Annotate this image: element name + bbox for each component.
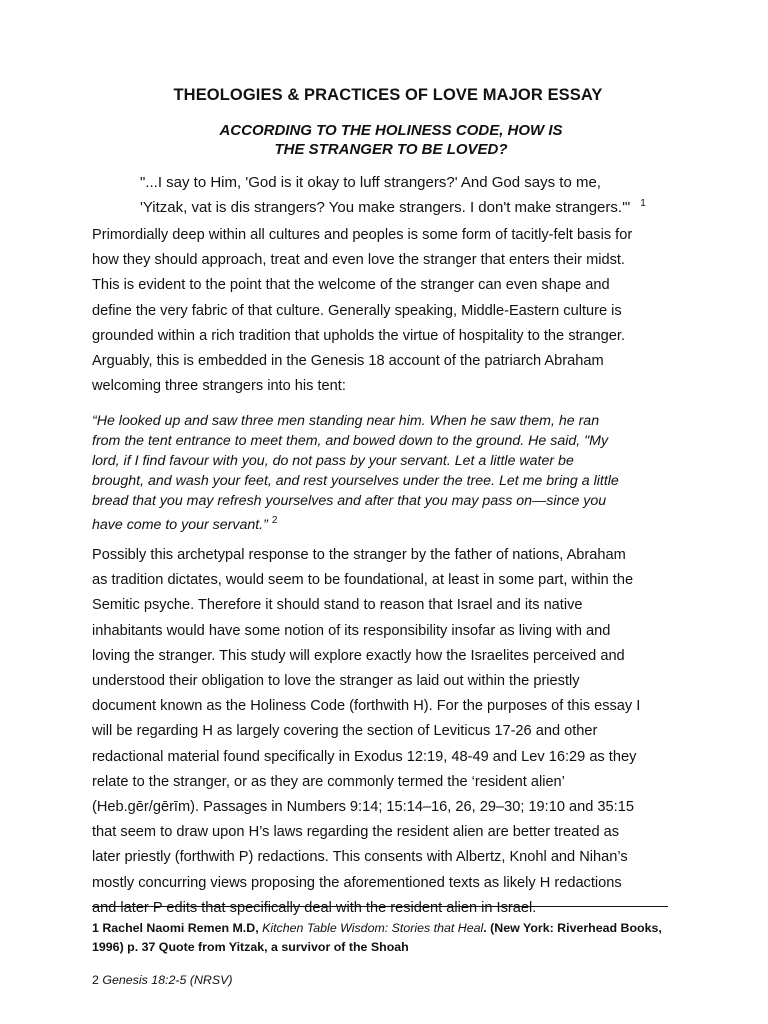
paragraph-line: define the very fabric of that culture. Generally speaking, Middle-Eastern culture is xyxy=(92,302,622,319)
paragraph-line: welcoming three strangers into his tent: xyxy=(92,378,346,395)
paragraph-line: inhabitants would have some notion of its responsibility insofar as living with and xyxy=(92,622,611,639)
footnote-author: 1 Rachel Naomi Remen M.D, xyxy=(92,921,263,935)
quote-line: brought, and wash your feet, and rest yourselves under the tree. Let me bring a little xyxy=(92,473,619,489)
quote-line: bread that you may refresh yourselves and after that you may pass on—since you xyxy=(92,493,607,509)
footnote-marker-2[interactable]: 2 xyxy=(271,515,278,526)
essay-title: THEOLOGIES & PRACTICES OF LOVE MAJOR ESSAY xyxy=(173,86,603,104)
footnote-separator xyxy=(92,906,668,907)
epigraph-line xyxy=(140,193,740,218)
paragraph-line: Possibly this archetypal response to the stranger by the father of nations, Abraham xyxy=(92,547,626,563)
paragraph-line: as tradition dictates, would seem to be foundational, at least in some part, within the xyxy=(92,572,634,589)
footnote-marker-1[interactable]: 1 xyxy=(640,198,646,209)
paragraph-line: This is evident to the point that the welcome of the stranger can even shape and xyxy=(92,277,610,294)
quote-line: from the tent entrance to meet them, and bowed down to the ground. He said, "My xyxy=(92,433,609,449)
paragraph-line: understood their obligation to love the stranger as laid out within the priestly xyxy=(92,673,580,690)
quote-line: “He looked up and saw three men standing near him. When he saw them, he ran xyxy=(92,413,600,429)
paragraph-line: will be regarding H as largely covering the section of Leviticus 17-26 and other xyxy=(92,723,598,740)
paragraph-line: document known as the Holiness Code (forthwith H). For the purposes of this essay I xyxy=(92,698,641,715)
footnote-line: 1996) p. 37 Quote from Yitzak, a survivor of the Shoah xyxy=(92,940,409,954)
paragraph-line: loving the stranger. This study will explore exactly how the Israelites perceived and xyxy=(92,647,625,664)
epigraph-quote xyxy=(140,172,740,218)
footnote-1 xyxy=(92,919,662,957)
paragraph-line: and later P edits that specifically deal with the resident alien in Israel. xyxy=(92,899,537,916)
epigraph-line: "...I say to Him, 'God is it okay to luff strangers?' And God says to me, xyxy=(140,174,601,191)
quote-text: have come to your servant.” xyxy=(92,517,268,533)
subtitle-line: THE STRANGER TO BE LOVED? xyxy=(274,141,508,158)
paragraph-line: Semitic psyche. Therefore it should stand to reason that Israel and its native xyxy=(92,597,583,614)
footnote-reference: Genesis 18:2-5 (NRSV) xyxy=(102,973,233,987)
footnote-line xyxy=(92,919,662,938)
paragraph-line: (Heb.gēr/gērīm). Passages in Numbers 9:14; 15:14–16, 26, 29–30; 19:10 and 35:15 xyxy=(92,799,634,816)
quote-line: lord, if I find favour with you, do not pass by your servant. Let a little water be xyxy=(92,453,574,469)
subtitle-line: ACCORDING TO THE HOLINESS CODE, HOW IS xyxy=(219,122,563,139)
paragraph-line: how they should approach, treat and even love the stranger that enters their midst. xyxy=(92,252,625,269)
paragraph-line: redactional material found specifically in Exodus 12:19, 48-49 and Lev 16:29 as they xyxy=(92,748,637,765)
footnote-book-title: Kitchen Table Wisdom: Stories that Heal xyxy=(262,921,484,935)
paragraph-line: mostly concurring views proposing the aforementioned texts as likely H redactions xyxy=(92,874,622,891)
paragraph-line: that seem to draw upon H’s laws regarding the resident alien are better treated as xyxy=(92,824,620,841)
paragraph-intro xyxy=(92,223,692,399)
footnote-publisher: . (New York: Riverhead Books, xyxy=(483,921,662,935)
block-quote-genesis xyxy=(92,411,692,535)
paragraph-line: Primordially deep within all cultures and peoples is some form of tacitly-felt basis for xyxy=(92,227,633,243)
paragraph-line: grounded within a rich tradition that upholds the virtue of hospitality to the stranger. xyxy=(92,327,625,344)
paragraph-body xyxy=(92,543,692,921)
footnote-2 xyxy=(92,971,233,990)
paragraph-line: relate to the stranger, or as they are commonly termed the ‘resident alien’ xyxy=(92,773,565,790)
quote-line xyxy=(92,511,692,535)
paragraph-line: later priestly (forthwith P) redactions. This consents with Albertz, Knohl and Nihan’s xyxy=(92,849,628,866)
paragraph-line: Arguably, this is embedded in the Genesis 18 account of the patriarch Abraham xyxy=(92,353,604,370)
epigraph-text: 'Yitzak, vat is dis strangers? You make strangers. I don't make strangers.'" xyxy=(140,199,631,216)
essay-subtitle xyxy=(0,121,768,159)
footnote-number: 2 xyxy=(92,973,103,987)
